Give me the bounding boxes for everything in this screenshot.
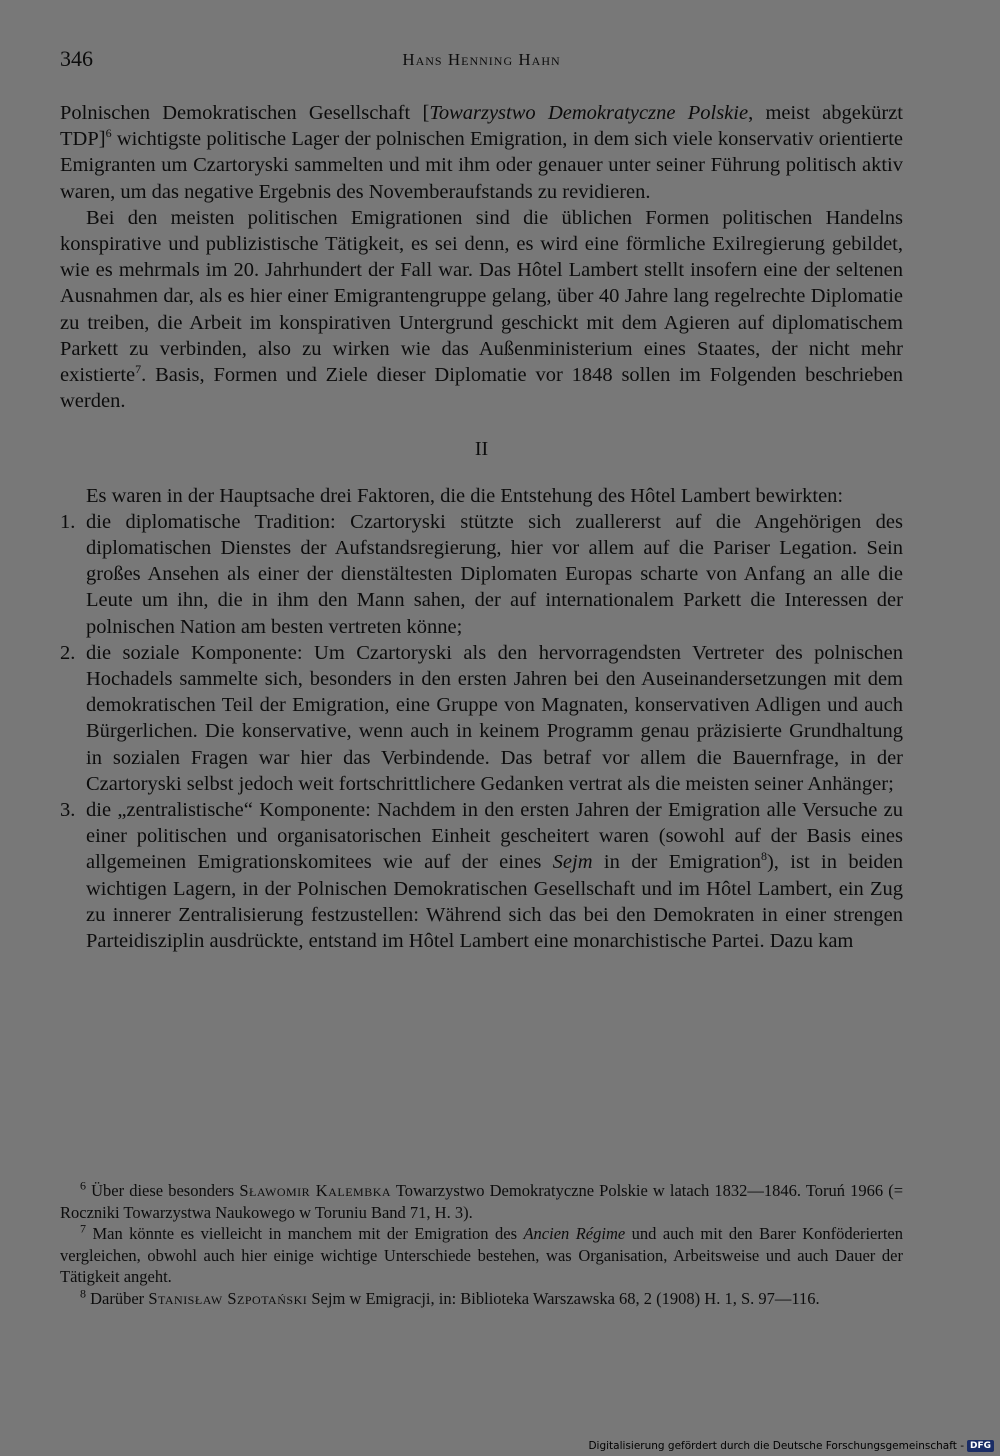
footnote-ref-6[interactable]: 6 — [105, 126, 112, 141]
footnote-text: Darüber — [86, 1288, 149, 1308]
list-item — [60, 640, 903, 797]
text-span: . Basis, Formen und Ziele dieser Diplomatie vor 1848 sollen im Folgenden beschrieben werden. — [60, 364, 903, 413]
list-item — [60, 797, 903, 954]
list-item — [60, 509, 903, 640]
text-span: Bei den meisten politischen Emigrationen sind die üblichen Formen politischen Handelns konspirative und publizistische Tätigkeit, es sei denn, es wird eine förmliche Exilregierung gebildet, wie es mehrmals im 20. Jahrhundert der Fall war. Das Hôtel Lambert stellt insofern eine der seltenen Ausnahmen dar, als es hier einer Emigrantengruppe gelang, über 40 Jahre lang regelrechte Diplomatie zu treiben, die Arbeit im konspirativen Untergrund geschickt mit dem Agieren auf diplomatischem Parkett zu verbinden, also zu wirken wie das Außenministerium eines Staates, der nicht mehr existierte — [60, 206, 903, 387]
text-span: wichtigste politische Lager der polnischen Emigration, in dem sich viele konservativ orientierte Emigranten um Czartoryski sammelten und mit ihm oder genauer unter seiner Führung politisch aktiv waren, um das negative Ergebnis des Novemberaufstands zu revidieren. — [60, 128, 903, 203]
footnote-text: Über diese besonders — [86, 1181, 240, 1200]
italic-text: Ancien Régime — [523, 1224, 626, 1243]
list-number: 3. — [60, 799, 76, 822]
running-head: Hans Henning Hahn — [402, 50, 561, 69]
digitization-footer — [588, 1440, 994, 1452]
list-number: 1. — [60, 510, 76, 533]
paragraph: Es waren in der Hauptsache drei Faktoren, die die Entstehung des Hôtel Lambert bewirkten: — [86, 484, 844, 507]
footnote-marker: 6 — [80, 1178, 86, 1193]
dfg-logo-icon: DFG — [967, 1440, 994, 1452]
footnote-marker: 7 — [80, 1221, 86, 1236]
footer-text: Digitalisierung gefördert durch die Deutsche Forschungsgemeinschaft - — [588, 1440, 964, 1452]
footnotes — [60, 1180, 903, 1309]
footnote-8 — [60, 1288, 903, 1310]
list-item-text: ), ist in beiden wichtigen Lagern, in der Polnischen Demokratischen Gesellschaft und im Hôtel Lambert, ein Zug zu innerer Zentralisierung festzustellen: Während sich das bei den Demokraten in einer strengen Parteidisziplin ausdrückte, entstand im Hôtel Lambert eine monarchistische Partei. Dazu kam — [86, 851, 903, 953]
italic-text: Towarzystwo Demokratyczne Polskie — [429, 102, 749, 124]
list-item-text: die diplomatische Tradition: Czartoryski stützte sich zuallererst auf die Angehörigen des diplomatischen Dienstes der Aufstandsregierung, hier vor allem auf die Pariser Legation. Sein großes Ansehen als einer der dienstältesten Diplomaten Europas scharte von Anfang an alle die Leute um ihn, die in ihm den Mann sahen, der auf internationalem Parkett die Interessen der polnischen Nation am besten vertreten könne; — [86, 510, 903, 638]
footnote-ref-7[interactable]: 7 — [135, 362, 142, 377]
paragraph — [60, 100, 903, 205]
footnote-ref-8[interactable]: 8 — [760, 849, 767, 864]
footnote-author: Sławomir Kalembka — [239, 1181, 392, 1200]
list-number: 2. — [60, 641, 76, 664]
footnote-7 — [60, 1223, 903, 1288]
footnote-author: Stanisław Szpotański — [148, 1288, 308, 1308]
list-item-text: in der Emigration — [592, 851, 761, 874]
page-header — [60, 46, 903, 76]
factor-list — [60, 509, 903, 954]
text-span: , meist abgekürzt TDP] — [60, 102, 904, 151]
list-item-text: die soziale Komponente: Um Czartoryski als den hervorragendsten Vertreter des polnischen Hochadels sammelte sich, besonders in den ersten Jahren bei den Auseinandersetzungen mit dem demokratischen Teil der Emigration, eine Gruppe von Magnaten, konservativen Adligen und auch Bürgerlichen. Die konservative, wenn auch in keinem Programm genau präzisierte Grundhaltung in sozialen Fragen war hier das Verbindende. Das betraf vor allem die Bauernfrage, in der Czartoryski selbst jedoch weit fortschrittlichere Gedanken vertrat als die meisten seiner Anhänger; — [86, 641, 903, 795]
footnote-text: Man könnte es vielleicht in manchem mit der Emigration des — [86, 1224, 524, 1243]
section-heading: II — [474, 438, 489, 461]
footnote-6 — [60, 1180, 903, 1223]
italic-text: Sejm — [552, 851, 593, 874]
footnote-text: und auch mit den Barer Konföderierten vergleichen, obwohl auch hier einige wichtige Unterschiede bestehen, was Organisation, Arbeitsweise und auch Dauer der Tätigkeit angeht. — [60, 1224, 904, 1286]
footnote-text: Towarzystwo Demokratyczne Polskie w latach 1832—1846. Toruń 1966 (= Roczniki Towarzystwa Naukowego w Toruniu Band 71, H. 3). — [60, 1181, 904, 1222]
footnote-marker: 8 — [80, 1286, 86, 1300]
main-text — [60, 100, 903, 954]
page-number: 346 — [60, 46, 93, 71]
paragraph — [60, 205, 903, 415]
list-item-text: die „zentralistische“ Komponente: Nachdem in den ersten Jahren der Emigration alle Versuche zu einer politischen und organisatorischen Einheit gescheitert waren (sowohl auf der Basis eines allgemeinen Emigrationskomitees wie auf der eines — [86, 799, 903, 874]
text-span: Polnischen Demokratischen Gesellschaft [ — [60, 102, 430, 124]
footnote-text: Sejm w Emigracji, in: Biblioteka Warszawska 68, 2 (1908) H. 1, S. 97—116. — [307, 1288, 820, 1308]
